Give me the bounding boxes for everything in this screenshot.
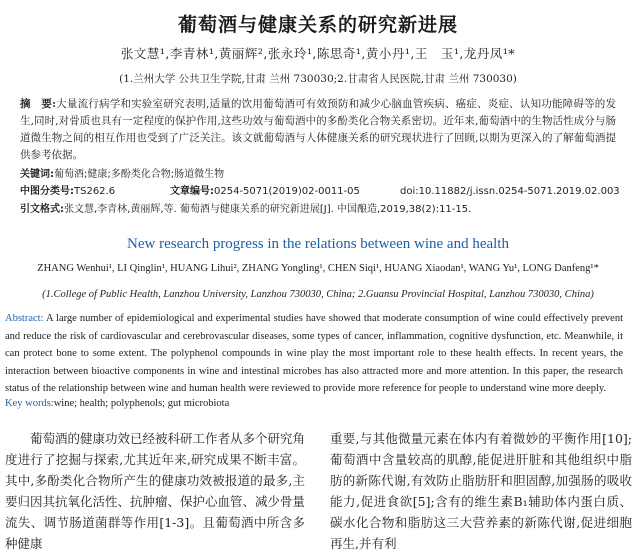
chinese-abstract-label: 摘 要: xyxy=(20,98,56,110)
english-keywords-text: wine; health; polyphenols; gut microbiota xyxy=(53,398,230,409)
english-abstract-text: A large number of epidemiological and experimental studies have showed that moderate consumption of wine could effectively prevent and reduce the risk of cardiovascular and cerebrovascular diseases, some types of cancer, inflammation, cognitive dysfunction, etc. Meanwhile, it can protect bone to some extent. The polyphenol compounds in wine play the most important role to these health effects. In recent years, the interaction between bioactive components in wine and intestinal microbes has also attracted more and more attention. In this paper, the research status of the relationship between wine and human health were reviewed to provide more reference for people to understand wine more deeply. xyxy=(5,313,623,394)
article-number-label: 文章编号: xyxy=(170,186,214,197)
english-keywords-label: Key words: xyxy=(5,398,54,409)
citation-format xyxy=(20,200,620,215)
chinese-abstract-text: 大量流行病学和实验室研究表明,适量的饮用葡萄酒可有效预防和减少心脑血管疾病、癌症、炎症、认知功能障碍等的发生,同时,对骨质也具有一定程度的保护作用,这些功效与葡萄酒中的多酚类化合物关系密切。近年来,葡萄酒中的生物活性成分与肠道微生物之间的相互作用也受到了广泛关注。该文就葡萄酒与人体健康关系的研究现状进行了回顾,以期为更深入的了解葡萄酒提供参考依据。 xyxy=(20,98,616,161)
english-abstract-label: Abstract: xyxy=(5,313,44,324)
chinese-abstract xyxy=(20,96,616,164)
body-column-right: 重要,与其他微量元素在体内有着微妙的平衡作用[10];葡萄酒中含量较高的肌醇,能促进肝脏和其他组织中脂肪的新陈代谢,有效防止脂肪肝和胆固醇,加强肠的吸收能力,促进食欲[5];含有的维生素B₁辅助体内蛋白质、碳水化合物和脂肪这三大营养素的新陈代谢,促进细胞再生,并有利 xyxy=(330,431,632,551)
english-abstract xyxy=(5,310,623,398)
english-affiliation: (1.College of Public Health, Lanzhou University, Lanzhou 730030, China; 2.Guansu Provincial Hospital, Lanzhou 730030, China) xyxy=(42,289,594,300)
english-title: New research progress in the relations between wine and health xyxy=(127,236,509,252)
chinese-keywords-label: 关键词: xyxy=(20,169,54,180)
citation-label: 引文格式: xyxy=(20,204,64,215)
chinese-keywords-text: 葡萄酒;健康;多酚类化合物;肠道微生物 xyxy=(54,169,225,180)
citation-text: 张文慧,李青林,黄丽辉,等. 葡萄酒与健康关系的研究新进展[J]. 中国酿造,2019,38(2):11-15. xyxy=(64,204,472,215)
english-authors: ZHANG Wenhui¹, LI Qinglin¹, HUANG Lihui², ZHANG Yongling¹, CHEN Siqi¹, HUANG Xiaodan¹, WANG Yu¹, LONG Danfeng¹* xyxy=(37,263,599,274)
english-keywords xyxy=(5,398,623,409)
chinese-title: 葡萄酒与健康关系的研究新进展 xyxy=(177,14,458,36)
clc-label: 中图分类号: xyxy=(20,186,74,197)
chinese-affiliation: (1.兰州大学 公共卫生学院,甘肃 兰州 730030;2.甘肃省人民医院,甘肃 兰州 730030) xyxy=(119,73,517,85)
body-column-left: 葡萄酒的健康功效已经被科研工作者从多个研究角度进行了挖掘与探索,尤其近年来,研究成果不断丰富。其中,多酚类化合物所产生的健康功效被报道的最多,主要归因其抗氧化活性、抗肿瘤、保护心血管、减少骨量流失、调节肠道菌群等作用[1-3]。且葡萄酒中所含多种健康 xyxy=(5,431,306,551)
chinese-keywords xyxy=(20,165,620,180)
doi: doi:10.11882/j.issn.0254-5071.2019.02.003 xyxy=(400,186,620,197)
clc-value: TS262.6 xyxy=(74,186,116,197)
article-number-value: 0254-5071(2019)02-0011-05 xyxy=(214,186,360,197)
classification-row xyxy=(20,182,620,197)
chinese-authors: 张文慧¹,李青林¹,黄丽辉²,张永玲¹,陈思奇¹,黄小丹¹,王 玉¹,龙丹凤¹* xyxy=(120,46,516,61)
